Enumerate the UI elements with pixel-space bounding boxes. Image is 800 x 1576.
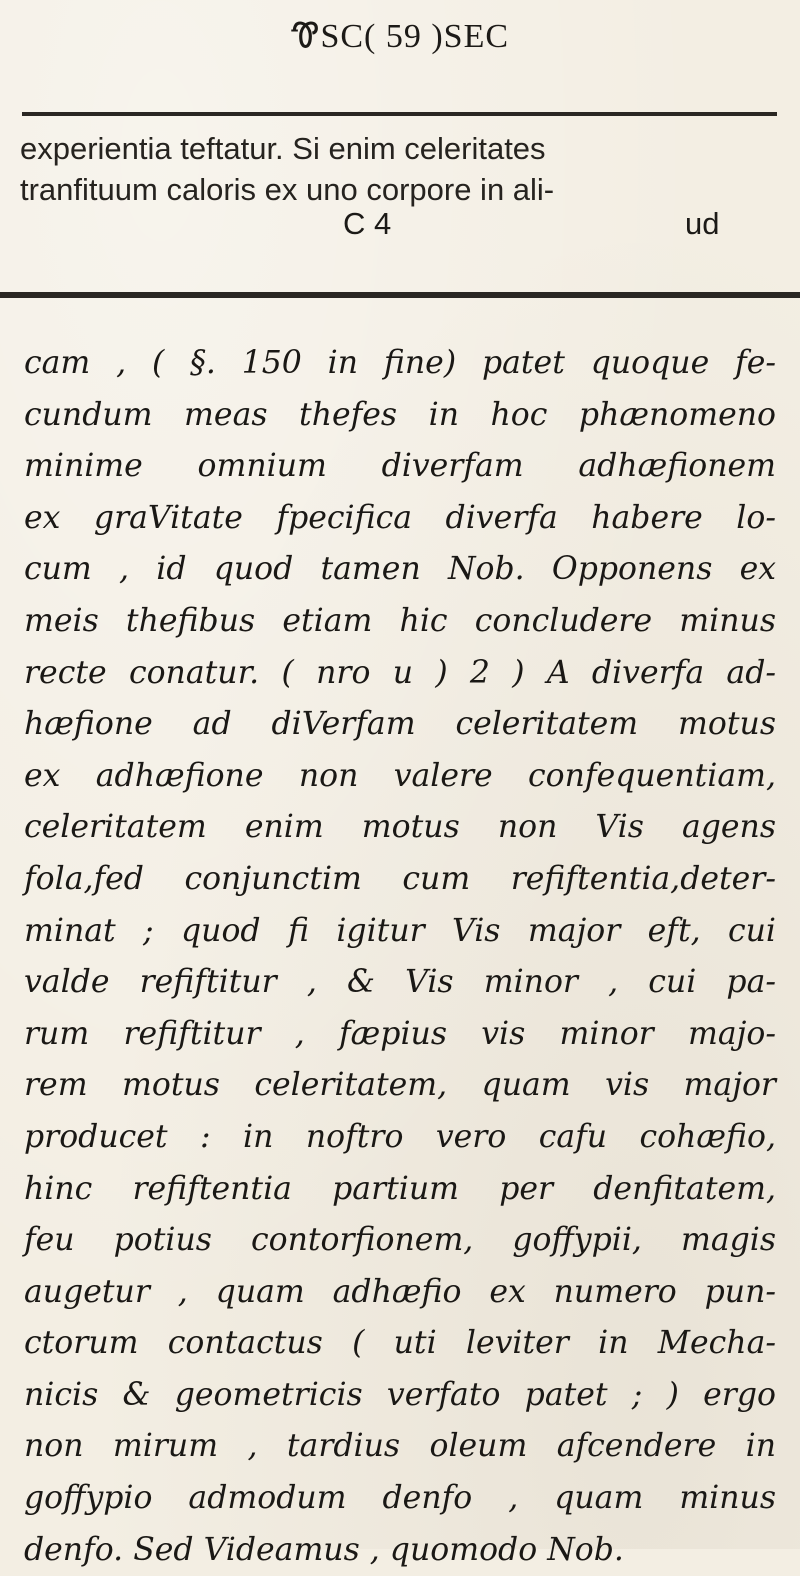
text-line: recte conatur. ( nro u ) 2 ) A diverfa ad- bbox=[24, 654, 776, 691]
excerpt-line: experientia teftatur. Si enim celeritates bbox=[20, 131, 546, 166]
text-line: minat ; quod fi igitur Vis major eft, cui bbox=[24, 912, 776, 949]
excerpt-line: tranfituum caloris ex uno corpore in ali- bbox=[20, 172, 555, 207]
text-line: cundum meas thefes in hoc phænomeno bbox=[24, 396, 776, 433]
signature-line bbox=[0, 206, 800, 248]
text-line: goffypio admodum denfo , quam minus bbox=[24, 1480, 776, 1517]
text-line: ex adhæfione non valere confequentiam, bbox=[24, 757, 776, 794]
text-line: rum refiftitur , fæpius vis minor majo- bbox=[24, 1015, 776, 1052]
text-line: feu potius contorfionem, goffypii, magis bbox=[24, 1222, 776, 1259]
body-text bbox=[24, 338, 784, 1576]
previous-page-excerpt bbox=[20, 128, 780, 210]
text-line: rem motus celeritatem, quam vis major bbox=[24, 1067, 776, 1104]
text-line: meis thefibus etiam hic concludere minus bbox=[24, 602, 776, 639]
top-rule bbox=[22, 112, 777, 116]
text-line: celeritatem enim motus non Vis agens bbox=[24, 809, 776, 846]
text-line: denfo. Sed Videamus , quomodo Nob. bbox=[24, 1531, 624, 1568]
catchword: ud bbox=[685, 206, 720, 241]
text-line: augetur , quam adhæfio ex numero pun- bbox=[24, 1273, 776, 1310]
text-line: nicis & geometricis verfato patet ; ) ergo bbox=[24, 1376, 776, 1413]
section-rule bbox=[0, 292, 800, 298]
text-line: hæfione ad diVerfam celeritatem motus bbox=[24, 706, 776, 743]
text-line: cam , ( §. 150 in fine) patet quoque fe- bbox=[24, 345, 776, 381]
text-line: non mirum , tardius oleum afcendere in bbox=[24, 1428, 776, 1465]
text-line: ctorum contactus ( uti leviter in Mecha- bbox=[24, 1325, 776, 1362]
text-line: minime omnium diverfam adhæfionem bbox=[24, 448, 776, 485]
text-line: valde refiftitur , & Vis minor , cui pa- bbox=[24, 964, 776, 1001]
text-line: cum , id quod tamen Nob. Opponens ex bbox=[24, 551, 776, 588]
running-head-page-number: ᏡSC( 59 )SEC bbox=[290, 18, 510, 55]
text-line: fola,fed conjunctim cum refiftentia,deter- bbox=[24, 860, 776, 897]
text-line: producet : in noftro vero cafu cohæfio, bbox=[24, 1118, 776, 1155]
text-line: hinc refiftentia partium per denfitatem, bbox=[24, 1170, 776, 1207]
signature-mark: C 4 bbox=[343, 206, 392, 241]
text-line: ex graVitate fpecifica diverfa habere lo- bbox=[24, 499, 776, 536]
